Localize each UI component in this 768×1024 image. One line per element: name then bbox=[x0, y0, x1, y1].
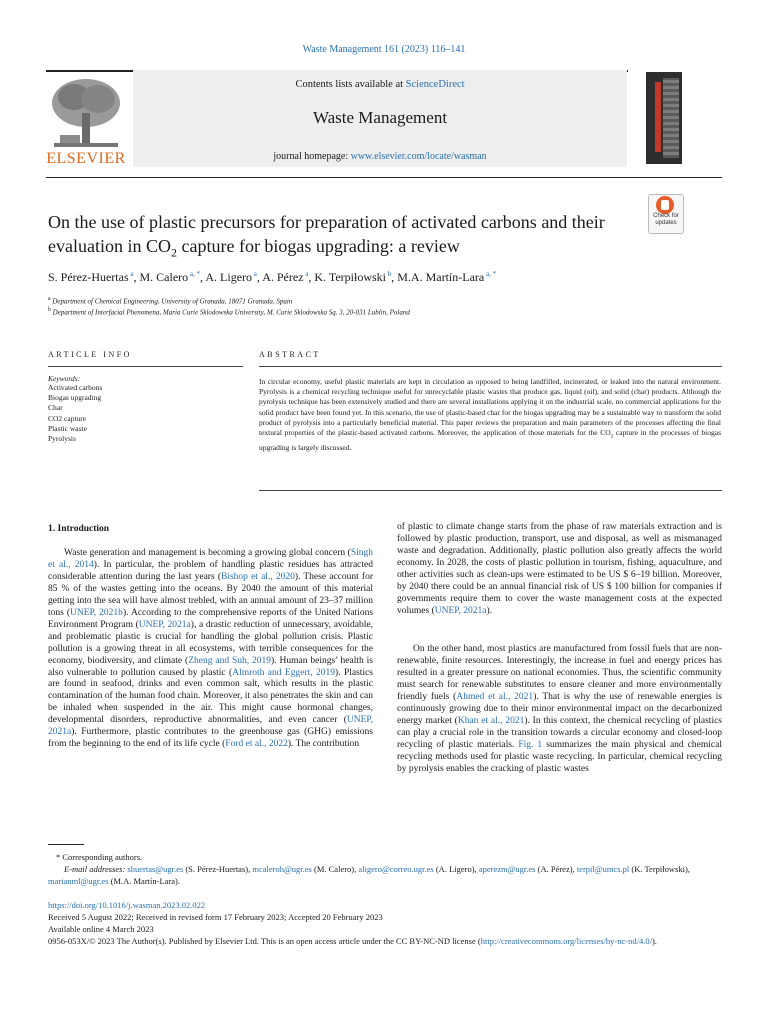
homepage-link[interactable]: www.elsevier.com/locate/wasman bbox=[350, 151, 487, 162]
title-part-1: On the use of plastic precursors for preparation of activated carbons and their evaluation in CO bbox=[48, 212, 605, 256]
sciencedirect-link[interactable]: ScienceDirect bbox=[405, 79, 465, 90]
journal-reference[interactable]: Waste Management 161 (2023) 116–141 bbox=[302, 44, 466, 55]
email-link[interactable]: aperezm@ugr.es bbox=[478, 864, 536, 874]
badge-line-2: updates bbox=[655, 220, 677, 226]
author-affiliation-mark[interactable]: a bbox=[128, 270, 134, 278]
affiliation-text: Department of Interfacial Phenomena, Maria Curie Sklodowska University, M. Curie Sklodowska Sq. 3, 20-031 Lublin, Poland bbox=[52, 308, 410, 317]
author-affiliation-mark[interactable]: a bbox=[303, 270, 309, 278]
citation-link[interactable]: Fig. 1 bbox=[518, 739, 543, 750]
email-link[interactable]: mcaleroh@ugr.es bbox=[252, 864, 312, 874]
keyword-item: Pyrolysis bbox=[48, 434, 76, 444]
doi-url[interactable]: https://doi.org/10.1016/j.wasman.2023.02.022 bbox=[48, 900, 206, 910]
keyword-item: Biogas upgrading bbox=[48, 393, 102, 403]
author-name[interactable]: S. Pérez-Huertas bbox=[48, 270, 129, 284]
abstract-heading: ABSTRACT bbox=[259, 350, 321, 359]
affiliation-a bbox=[48, 296, 728, 305]
author-name[interactable]: A. Ligero bbox=[205, 270, 253, 284]
journal-cover-stripe bbox=[655, 82, 661, 152]
badge-line-1: Check for bbox=[653, 213, 679, 219]
author-name[interactable]: M. Calero bbox=[139, 270, 189, 284]
author-affiliation-mark[interactable]: b bbox=[386, 270, 392, 278]
abstract-subscript: 2 bbox=[610, 434, 614, 440]
citation-link[interactable]: UNEP, 2021b bbox=[70, 607, 123, 618]
body-paragraph: Waste generation and management is becoming a growing global concern (Singh et al., 2014). In particular, the problem of handling plastic residues has attracted considerable attention during the last years (Bishop et al., 2020). These account for 85 % of the wastes getting into the oceans. By 2040 the amount of this material getting into the sea will have almost trebled, with an annual amount of 23–37 million tons (UNEP, 2021b). According to the comprehensive reports of the United Nations Environment Program (UNEP, 2021a), a drastic reduction of unnecessary, avoidable, and problematic plastic is crucial for handling the global pollution crisis. Plastic pollution is a growing threat in all ecosystems, with terrible consequences for the economy, biodiversity, and climate (Zheng and Suh, 2019). Human beings’ health is also vulnerable to pollution caused by plastic (Almroth and Eggert, 2019). Plastics are found in seafood, drinks and even common salt, which results in the plastic contamination of the human food chain. Moreover, it also penetrates the skin and can be inhaled when suspended in the air. This might cause hormonal changes, developmental disorders, reproductive abnormalities, and even cancer (UNEP, 2021a). Furthermore, plastic contributes to the greenhouse gas (GHG) emissions from the beginning to the end of its life cycle (Ford et al., 2022). The contribution bbox=[48, 548, 374, 750]
keyword-item: Activated carbons bbox=[48, 383, 103, 392]
affiliation-b bbox=[48, 307, 728, 316]
author-affiliation-mark[interactable]: a, * bbox=[188, 270, 201, 278]
author-name[interactable]: K. Terpiłowski bbox=[314, 270, 387, 284]
article-info-rule bbox=[48, 366, 243, 367]
article-info-heading: ARTICLE INFO bbox=[48, 350, 132, 359]
citation-link[interactable]: Singh et al., 2014 bbox=[48, 548, 373, 570]
abstract-bottom-rule bbox=[259, 490, 722, 491]
abstract-rule bbox=[259, 366, 722, 367]
affiliation-mark: b bbox=[48, 307, 51, 313]
section-heading-introduction: 1. Introduction bbox=[48, 524, 110, 534]
abstract-part-1: In circular economy, useful plastic materials are kept in circulation as opposed to being landfilled, incinerated, or leaked into the natural environment. Pyrolysis is a chemical recycling technique useful for unrecyclable plastic wastes that produce gas, liquid (oil), and solid (char) products. Although the pyrolysis technique has been extensively studied and there are several installations applying it on the industrial scale, no commercial applications for the solid product have been found yet. In this scenario, the use of plastic-based char for the biogas upgrading may be a sustainable way to transform the solid product of pyrolysis into a particularly beneficial material. This paper reviews the preparation and main parameters of the processes affecting the final textural properties of the plastic-based activated carbons. Moreover, the application of those materials for the CO bbox=[259, 377, 721, 438]
email-link[interactable]: terpil@umcs.pl bbox=[576, 864, 630, 874]
author-name[interactable]: M.A. Martín-Lara bbox=[397, 270, 485, 284]
license-prefix: 0956-053X/© 2023 The Author(s). Published by Elsevier Ltd. This is an open access article under the CC BY-NC-ND license ( bbox=[48, 936, 481, 946]
abstract-text bbox=[259, 377, 721, 453]
email-link[interactable]: aligero@correo.ugr.es bbox=[358, 864, 434, 874]
title-subscript: 2 bbox=[170, 245, 177, 260]
homepage-prefix: journal homepage: bbox=[273, 151, 351, 162]
author-list: S. Pérez-Huertas $^a$, M. Calero $^{a, *}$, A. Ligero $^a$, A. Pérez $^a$, K. Terpiłowski $^b$, M.A. Martín-Lara $^{a, *}$ bbox=[48, 270, 497, 284]
license-statement bbox=[48, 935, 722, 947]
available-online: Available online 4 March 2023 bbox=[48, 924, 154, 934]
email-link[interactable]: marianml@ugr.es bbox=[48, 876, 109, 886]
citation-link[interactable]: Ford et al., 2022 bbox=[225, 739, 288, 750]
journal-cover-image bbox=[663, 78, 679, 158]
doi-link[interactable] bbox=[48, 899, 722, 911]
citation-link[interactable]: Ahmed et al., 2021 bbox=[456, 691, 534, 702]
corresponding-authors-note: * Corresponding authors. bbox=[56, 852, 143, 862]
affiliation-mark: a bbox=[48, 296, 51, 302]
keyword-item: CO2 capture bbox=[48, 413, 87, 423]
check-updates-bookmark-icon bbox=[661, 200, 669, 210]
title-part-2: capture for biogas upgrading: a review bbox=[176, 236, 460, 256]
body-paragraph: On the other hand, most plastics are manufactured from fossil fuels that are non-renewable, finite resources. Interestingly, the increase in fuel and energy prices has resulted in a greater pressure on national economies. Thus, the scientific community must search for renewable substitutes to ensure cleaner and more environmentally friendly fuels (Ahmed et al., 2021). That is why the use of renewable energies is continuously growing due to their minor environmental impact on the decarbonized energy market (Khan et al., 2021). In this context, the chemical recycling of plastics can play a crucial role in the transition towards a circular economy and closed-loop recycling of plastic materials. Fig. 1 summarizes the main physical and chemical recycling methods used for plastic waste recycling. In particular, chemical recycling by pyrolysis enables the cracking of plastic wastes bbox=[397, 644, 722, 774]
journal-title: Waste Management bbox=[312, 108, 448, 127]
journal-homepage bbox=[133, 151, 627, 162]
email-link[interactable]: shuertas@ugr.es bbox=[127, 864, 184, 874]
email-addresses: E-mail addresses: shuertas@ugr.es (S. Pérez-Huertas), mcaleroh@ugr.es (M. Calero), aligero@correo.ugr.es (A. Ligero), aperezm@ugr.es (A. Pérez), terpil@umcs.pl (K. Terpiłowski), marianml@ugr.es (M.A. Martín-Lara). bbox=[48, 864, 690, 886]
body-paragraph: of plastic to climate change starts from the phase of raw materials extraction and is followed by plastic production, transport, use and disposal, as well as mismanaged waste and degradation. Additionally, plastic pollution also greatly affects the world economy. In 2028, the costs of plastic pollution in tourism, fishing, aquaculture, and other activities such as clean-ups were estimated to be US $ 6–19 billion. Moreover, by 2040 there could be an annual financial risk of US $ 100 billion for companies if governments require them to cover the waste management costs at the expected volumes (UNEP, 2021a). bbox=[397, 522, 722, 616]
header-bottom-rule bbox=[46, 177, 722, 178]
contents-line bbox=[133, 79, 627, 90]
author-name[interactable]: A. Pérez bbox=[262, 270, 304, 284]
contents-prefix: Contents lists available at bbox=[295, 79, 406, 90]
abstract-part-2: capture in the processes of biogas upgrading is largely discussed. bbox=[259, 428, 721, 452]
keyword-item: Char bbox=[48, 403, 63, 413]
check-updates-label bbox=[648, 213, 684, 227]
citation-link[interactable]: UNEP, 2021a bbox=[434, 605, 487, 616]
article-title bbox=[48, 210, 638, 265]
received-dates: Received 5 August 2022; Received in revised form 17 February 2023; Accepted 20 February 2023 bbox=[48, 912, 383, 922]
author-affiliation-mark[interactable]: a bbox=[252, 270, 257, 278]
elsevier-wordmark: ELSEVIER bbox=[46, 150, 126, 167]
citation-link[interactable]: UNEP, 2021a bbox=[138, 619, 191, 630]
email-label: E-mail addresses: bbox=[64, 864, 128, 874]
citation-link[interactable]: Bishop et al., 2020 bbox=[221, 571, 295, 582]
keywords-list bbox=[48, 383, 102, 444]
citation-link[interactable]: UNEP, 2021a bbox=[48, 715, 373, 738]
citation-link[interactable]: Khan et al., 2021 bbox=[457, 715, 525, 726]
citation-link[interactable]: Almroth and Eggert, 2019 bbox=[232, 667, 336, 678]
license-suffix: ). bbox=[651, 936, 657, 946]
footnote-rule bbox=[48, 844, 84, 845]
keywords-label: Keywords: bbox=[48, 374, 81, 383]
citation-link[interactable]: Zheng and Suh, 2019 bbox=[188, 655, 272, 666]
affiliation-text: Department of Chemical Engineering, University of Granada, 18071 Granada, Spain bbox=[52, 297, 293, 306]
author-affiliation-mark[interactable]: a, * bbox=[484, 270, 497, 278]
keyword-item: Plastic waste bbox=[48, 423, 87, 433]
license-link[interactable]: http://creativecommons.org/licenses/by-nc-nd/4.0/ bbox=[480, 936, 652, 946]
